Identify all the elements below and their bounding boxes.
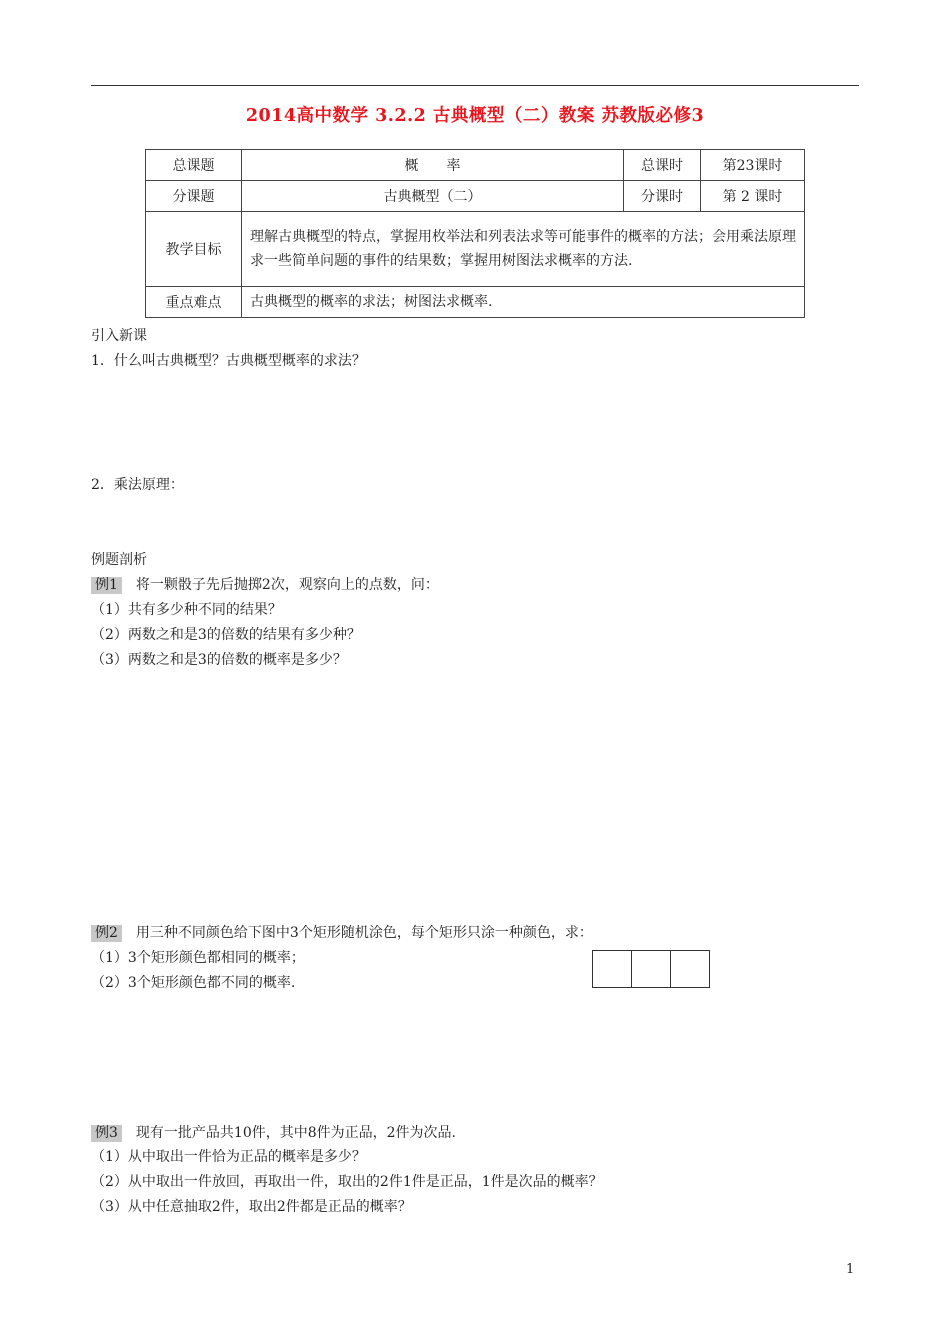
list-item: （3）两数之和是3的倍数的概率是多少？ <box>91 652 347 668</box>
example-tag: 例3 <box>91 1125 122 1142</box>
example-text: 将一颗骰子先后抛掷2次，观察向上的点数，问： <box>135 577 439 593</box>
cell-label: 分课时 <box>624 181 701 212</box>
cell-label: 分课题 <box>146 181 242 212</box>
rectangle <box>671 951 709 987</box>
cell-value: 概 率 <box>242 150 624 181</box>
list-item: （2）3个矩形颜色都不同的概率. <box>91 975 296 991</box>
page-number: 1 <box>846 1262 855 1277</box>
cell-value: 第23课时 <box>701 150 805 181</box>
example-tag: 例2 <box>91 925 122 942</box>
table-row <box>146 150 805 181</box>
list-item: （1）共有多少种不同的结果？ <box>91 602 282 618</box>
list-item: （2）两数之和是3的倍数的结果有多少种？ <box>91 627 361 643</box>
cell-label: 总课时 <box>624 150 701 181</box>
cell-label: 总课题 <box>146 150 242 181</box>
list-item: （2）从中取出一件放回，再取出一件，取出的2件1件是正品，1件是次品的概率？ <box>91 1174 603 1190</box>
list-item: （1）从中取出一件恰为正品的概率是多少？ <box>91 1149 366 1165</box>
cell-label: 重点难点 <box>146 287 242 318</box>
header-rule <box>91 85 859 86</box>
table-row <box>146 287 805 318</box>
list-item: （1）3个矩形颜色都相同的概率； <box>91 950 305 966</box>
cell-value: 古典概型（二） <box>242 181 624 212</box>
question-1: 1．什么叫古典概型？古典概型概率的求法？ <box>91 353 366 369</box>
example-text: 现有一批产品共10件，其中8件为正品，2件为次品. <box>135 1125 456 1141</box>
rectangle <box>632 951 671 987</box>
section-heading: 例题剖析 <box>91 552 147 568</box>
list-item: （3）从中任意抽取2件，取出2件都是正品的概率？ <box>91 1199 412 1215</box>
example-tag: 例1 <box>91 577 122 594</box>
table-row <box>146 212 805 287</box>
cell-value: 古典概型的概率的求法；树图法求概率. <box>242 287 805 318</box>
example-1-text <box>91 574 439 594</box>
question-2: 2．乘法原理： <box>91 477 184 493</box>
table-row <box>146 181 805 212</box>
example-3-text <box>91 1122 456 1142</box>
cell-value: 第 2 课时 <box>701 181 805 212</box>
example-2-text <box>91 922 593 942</box>
three-rectangles-figure <box>592 950 710 988</box>
section-heading: 引入新课 <box>91 328 147 344</box>
page-title: 2014高中数学 3.2.2 古典概型（二）教案 苏教版必修3 <box>245 106 705 126</box>
rectangle <box>593 951 632 987</box>
lesson-info-table <box>145 149 805 318</box>
cell-value: 理解古典概型的特点，掌握用枚举法和列表法求等可能事件的概率的方法；会用乘法原理求一些简单问题的事件的结果数；掌握用树图法求概率的方法. <box>242 212 805 287</box>
cell-label: 教学目标 <box>146 212 242 287</box>
example-text: 用三种不同颜色给下图中3个矩形随机涂色，每个矩形只涂一种颜色，求： <box>135 925 593 941</box>
